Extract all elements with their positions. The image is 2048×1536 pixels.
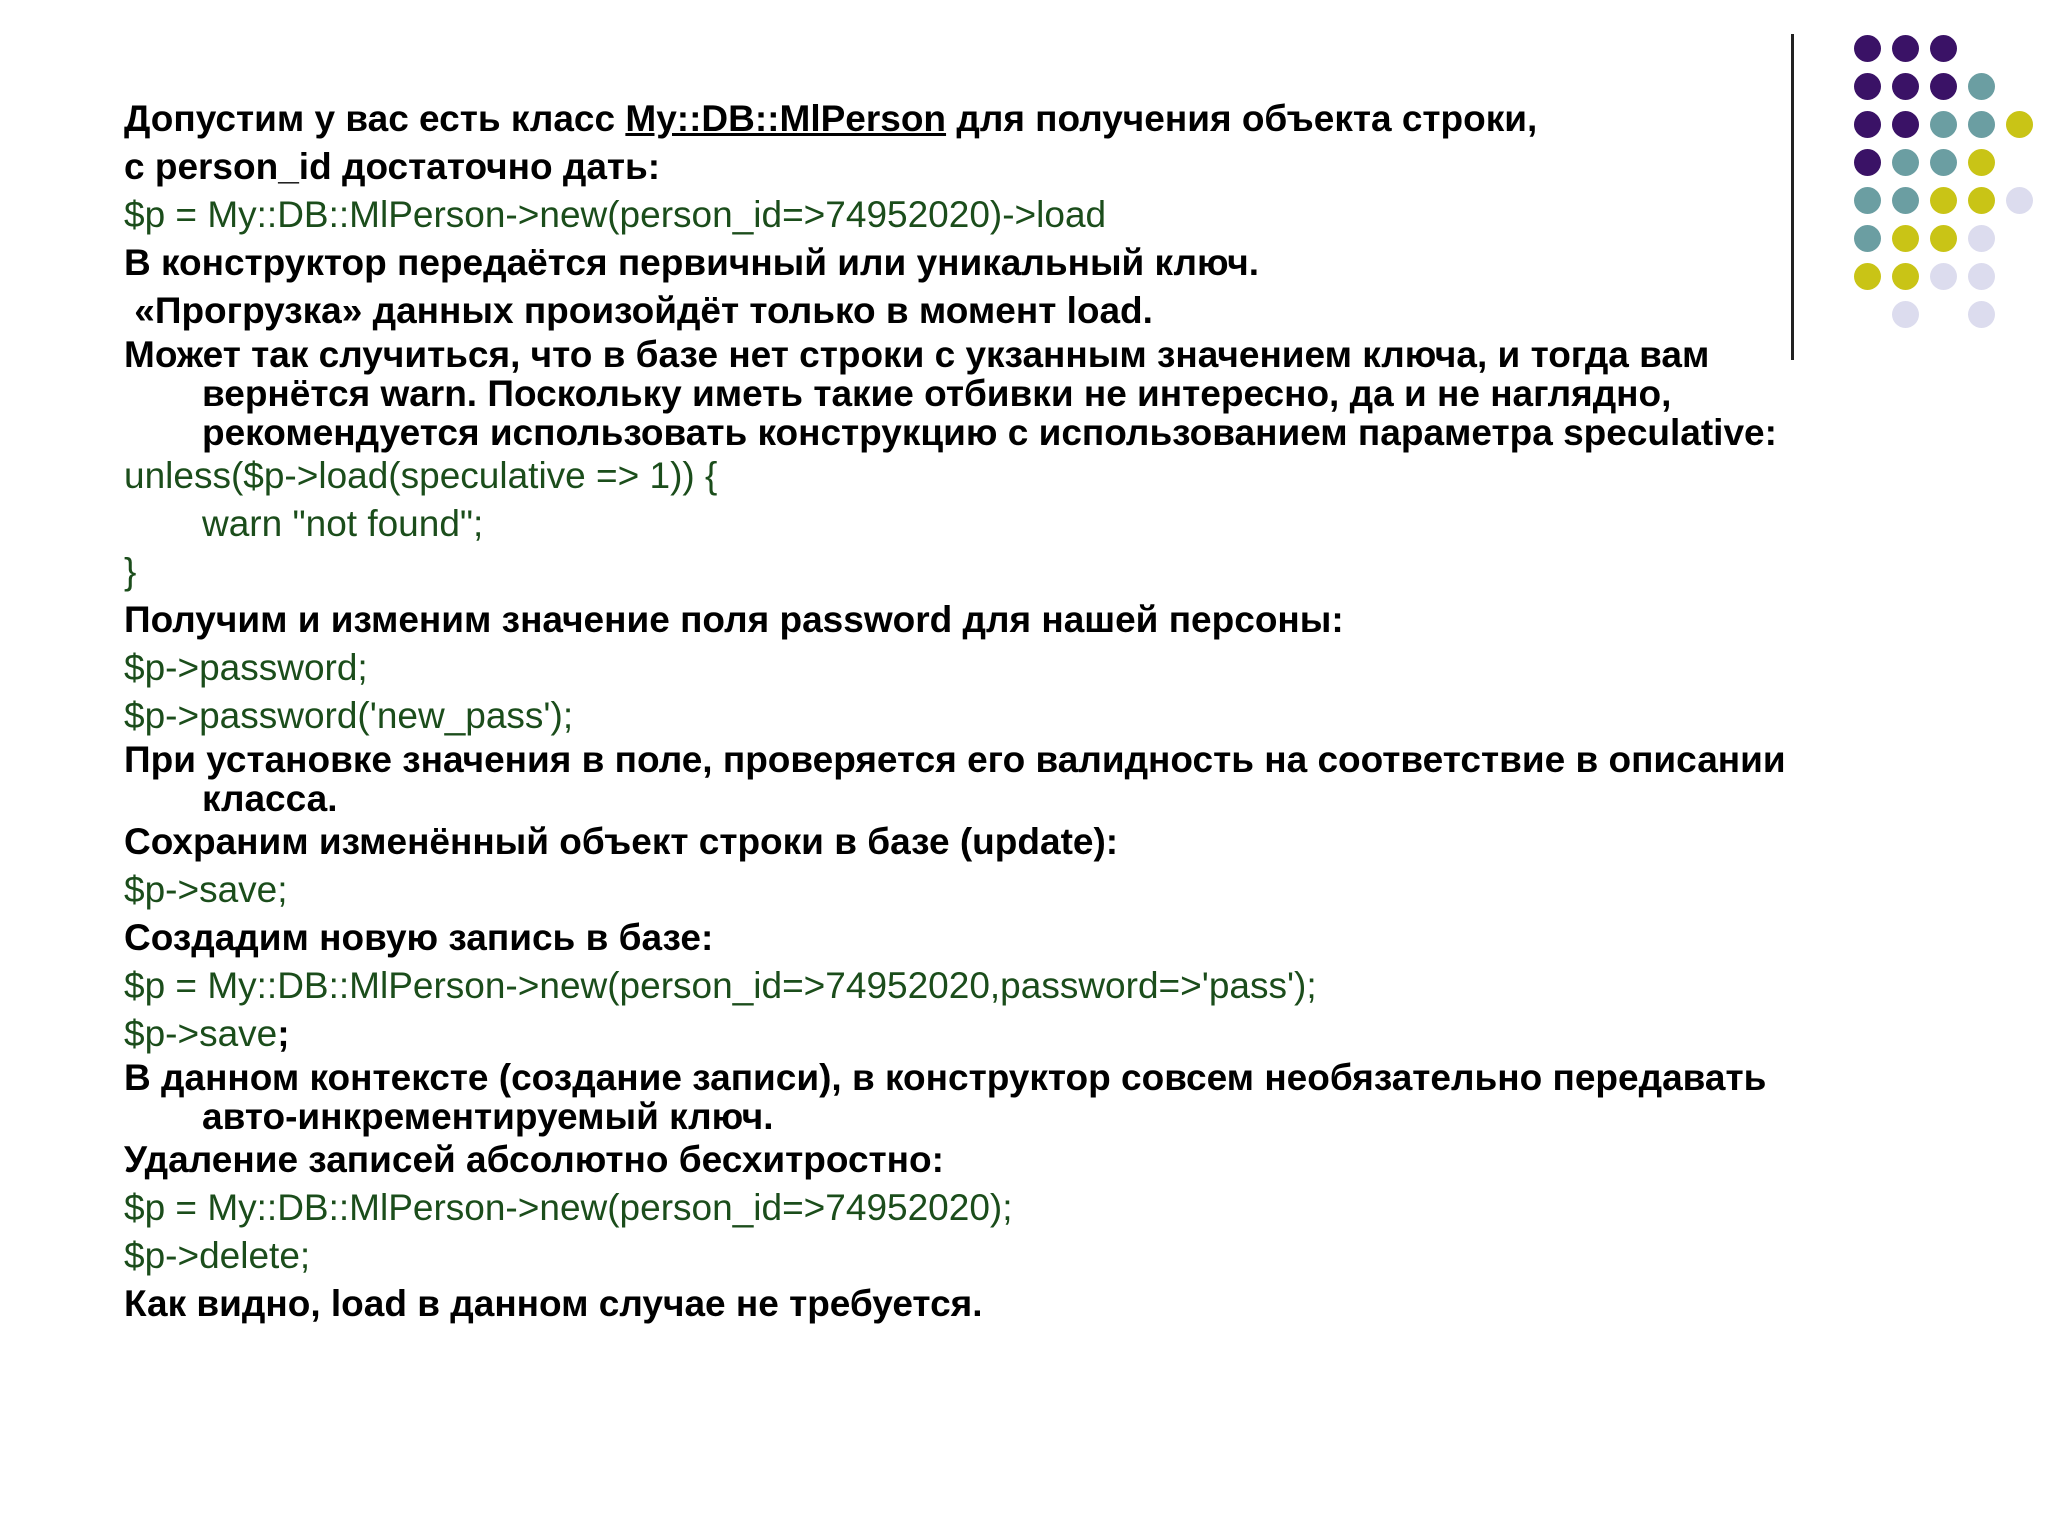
intro-text-post: для получения объекта строки, (946, 98, 1538, 139)
speculative-line-1: Может так случиться, что в базе нет строки с укзанным значением ключа, и тогда вам (124, 334, 1710, 375)
code-save-new-text: $p->save (124, 1013, 278, 1054)
code-save-new-semicolon: ; (277, 1013, 290, 1054)
paragraph-password: Получим и изменим значение поля password для нашей персоны: (124, 599, 1344, 640)
code-save-new (124, 1010, 2024, 1058)
paragraph-delete: Удаление записей абсолютно бесхитростно: (124, 1139, 944, 1180)
code-load: $p = My::DB::MlPerson->new(person_id=>74952020)->load (124, 194, 1107, 235)
paragraph-speculative (124, 335, 2024, 452)
code-unless-close: } (124, 551, 137, 592)
validation-line-1: При установке значения в поле, проверяется его валидность на соответствие в описании (124, 739, 1786, 780)
code-save: $p->save; (124, 869, 288, 910)
speculative-line-3: рекомендуется использовать конструкцию с использованием параметра speculative: (202, 412, 1777, 453)
paragraph-constructor-key: В конструктор передаётся первичный или уникальный ключ. (124, 242, 1259, 283)
speculative-line-2: вернётся warn. Поскольку иметь такие отбивки не интересно, да и не наглядно, (202, 373, 1672, 414)
paragraph-conclusion: Как видно, load в данном случае не требуется. (124, 1283, 983, 1324)
paragraph-validation (124, 740, 2024, 818)
paragraph-autoincrement (124, 1058, 2024, 1136)
intro-text-pre: Допустим у вас есть класс (124, 98, 626, 139)
code-password-get: $p->password; (124, 647, 368, 688)
decor-dot (1930, 35, 1957, 62)
code-unless-open: unless($p->load(speculative => 1)) { (124, 455, 718, 496)
autoincrement-line-1: В данном контексте (создание записи), в конструктор совсем необязательно передавать (124, 1057, 1767, 1098)
paragraph-intro (124, 95, 2024, 143)
decor-dot (1854, 35, 1881, 62)
paragraph-save-update: Сохраним изменённый объект строки в базе (update): (124, 821, 1119, 862)
code-new-with-password: $p = My::DB::MlPerson->new(person_id=>74952020,password=>'pass'); (124, 965, 1317, 1006)
class-name-link: My::DB::MlPerson (625, 98, 947, 139)
slide-body (124, 95, 2024, 1328)
paragraph-lazy-load: «Прогрузка» данных произойдёт только в момент load. (124, 290, 1153, 331)
paragraph-person-id: с person_id достаточно дать: (124, 146, 661, 187)
code-delete: $p->delete; (124, 1235, 311, 1276)
autoincrement-line-2: авто-инкрементируемый ключ. (202, 1096, 774, 1137)
code-warn: warn "not found"; (202, 503, 484, 544)
decor-dot (1892, 35, 1919, 62)
code-password-set: $p->password('new_pass'); (124, 695, 574, 736)
code-new-for-delete: $p = My::DB::MlPerson->new(person_id=>74952020); (124, 1187, 1013, 1228)
validation-line-2: класса. (202, 778, 338, 819)
paragraph-create: Создадим новую запись в базе: (124, 917, 714, 958)
